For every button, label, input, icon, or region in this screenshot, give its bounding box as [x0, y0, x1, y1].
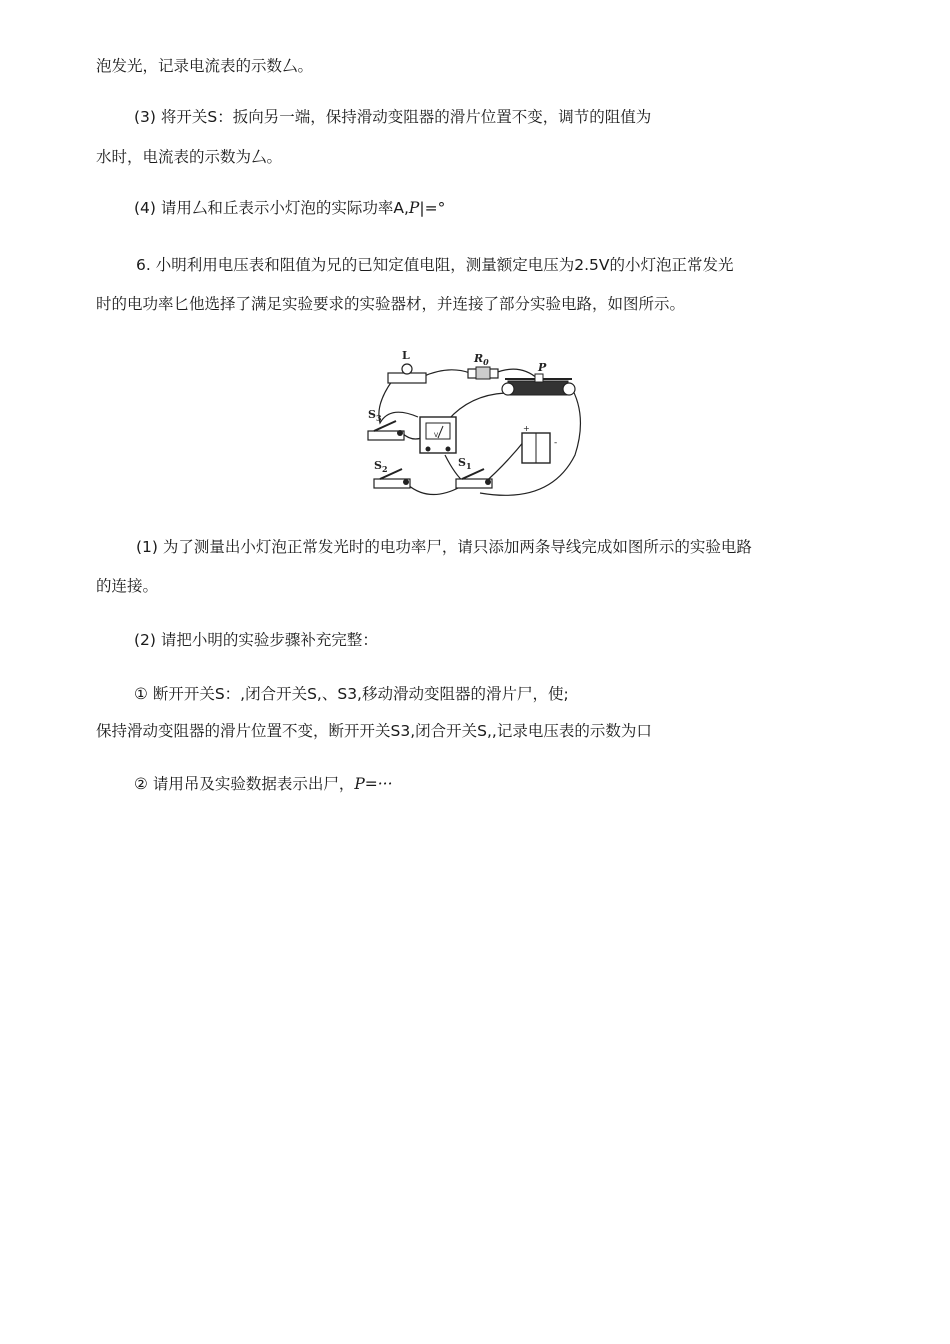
wire-s1-battery — [482, 440, 525, 485]
battery — [522, 424, 557, 463]
switch-s2 — [374, 459, 410, 488]
svg-text:S1 — [458, 456, 472, 471]
wire-s2-s1 — [408, 485, 460, 495]
label-minus: - — [554, 438, 558, 448]
circuit-figure — [360, 345, 590, 510]
label-r0: R — [474, 352, 484, 365]
label-s2: S — [374, 459, 382, 472]
line-2: (3) 将开关S：扳向另一端，保持滑动变阻器的滑片位置不变，调节的阻值为 — [134, 108, 652, 126]
step-2-formula: P=··· — [354, 775, 393, 793]
rheostat-p — [502, 361, 575, 395]
label-v: V — [434, 432, 439, 439]
svg-text:R0 — [473, 352, 489, 367]
label-s3-sub: 3 — [375, 413, 382, 423]
step-1-continued: 保持滑动变阻器的滑片位置不变，断开开关S3,闭合开关S,,记录电压表的示数为口 — [96, 722, 652, 740]
sub-question-1-line-1: (1) 为了测量出小灯泡正常发光时的电功率尸，请只添加两条导线完成如图所示的实验电路 — [136, 538, 752, 556]
switch-s1 — [456, 456, 492, 488]
question-6-line-2: 时的电功率匕他选择了满足实验要求的实验器材，并连接了部分实验电路，如图所示。 — [96, 295, 686, 313]
question-6-line-1: 6. 小明利用电压表和阻值为兄的已知定值电阻，测量额定电压为2.5V的小灯泡正常发光 — [136, 256, 734, 274]
line-4 — [134, 197, 445, 219]
label-s1: S — [458, 456, 466, 469]
label-s3: S — [368, 408, 376, 421]
wire-lamp-meter — [379, 381, 418, 423]
lamp-l — [388, 349, 426, 383]
label-r0-sub: 0 — [483, 357, 489, 367]
line-4-tail: |=° — [419, 199, 446, 217]
line-3: 水时，电流表的示数为厶。 — [96, 148, 283, 166]
wire-meter-rheostat — [448, 393, 505, 420]
label-p: P — [538, 361, 547, 374]
step-2 — [134, 773, 393, 795]
label-s2-sub: 2 — [381, 464, 388, 474]
voltmeter — [420, 417, 456, 453]
wire-r0-rheostat — [495, 369, 538, 379]
step-2-text: ② 请用吊及实验数据表示出尸， — [134, 775, 355, 793]
svg-text:S3 — [368, 408, 382, 423]
wire-lamp-r0 — [422, 370, 470, 377]
resistor-r0 — [468, 352, 498, 379]
step-1: ① 断开开关S：,闭合开关S,、S3,移动滑动变阻器的滑片尸，使; — [134, 685, 569, 703]
line-1: 泡发光，记录电流表的示数厶。 — [96, 57, 314, 75]
svg-text:S2 — [374, 459, 388, 474]
sub-question-1-line-2: 的连接。 — [96, 577, 159, 595]
label-s1-sub: 1 — [465, 461, 472, 471]
label-plus: + — [523, 424, 530, 433]
line-4-text: (4) 请用厶和丘表示小灯泡的实际功率A, — [134, 199, 409, 217]
sub-question-2: (2) 请把小明的实验步骤补充完整： — [134, 631, 378, 649]
label-l: L — [402, 349, 410, 362]
line-4-symbol-p: P — [408, 199, 420, 217]
